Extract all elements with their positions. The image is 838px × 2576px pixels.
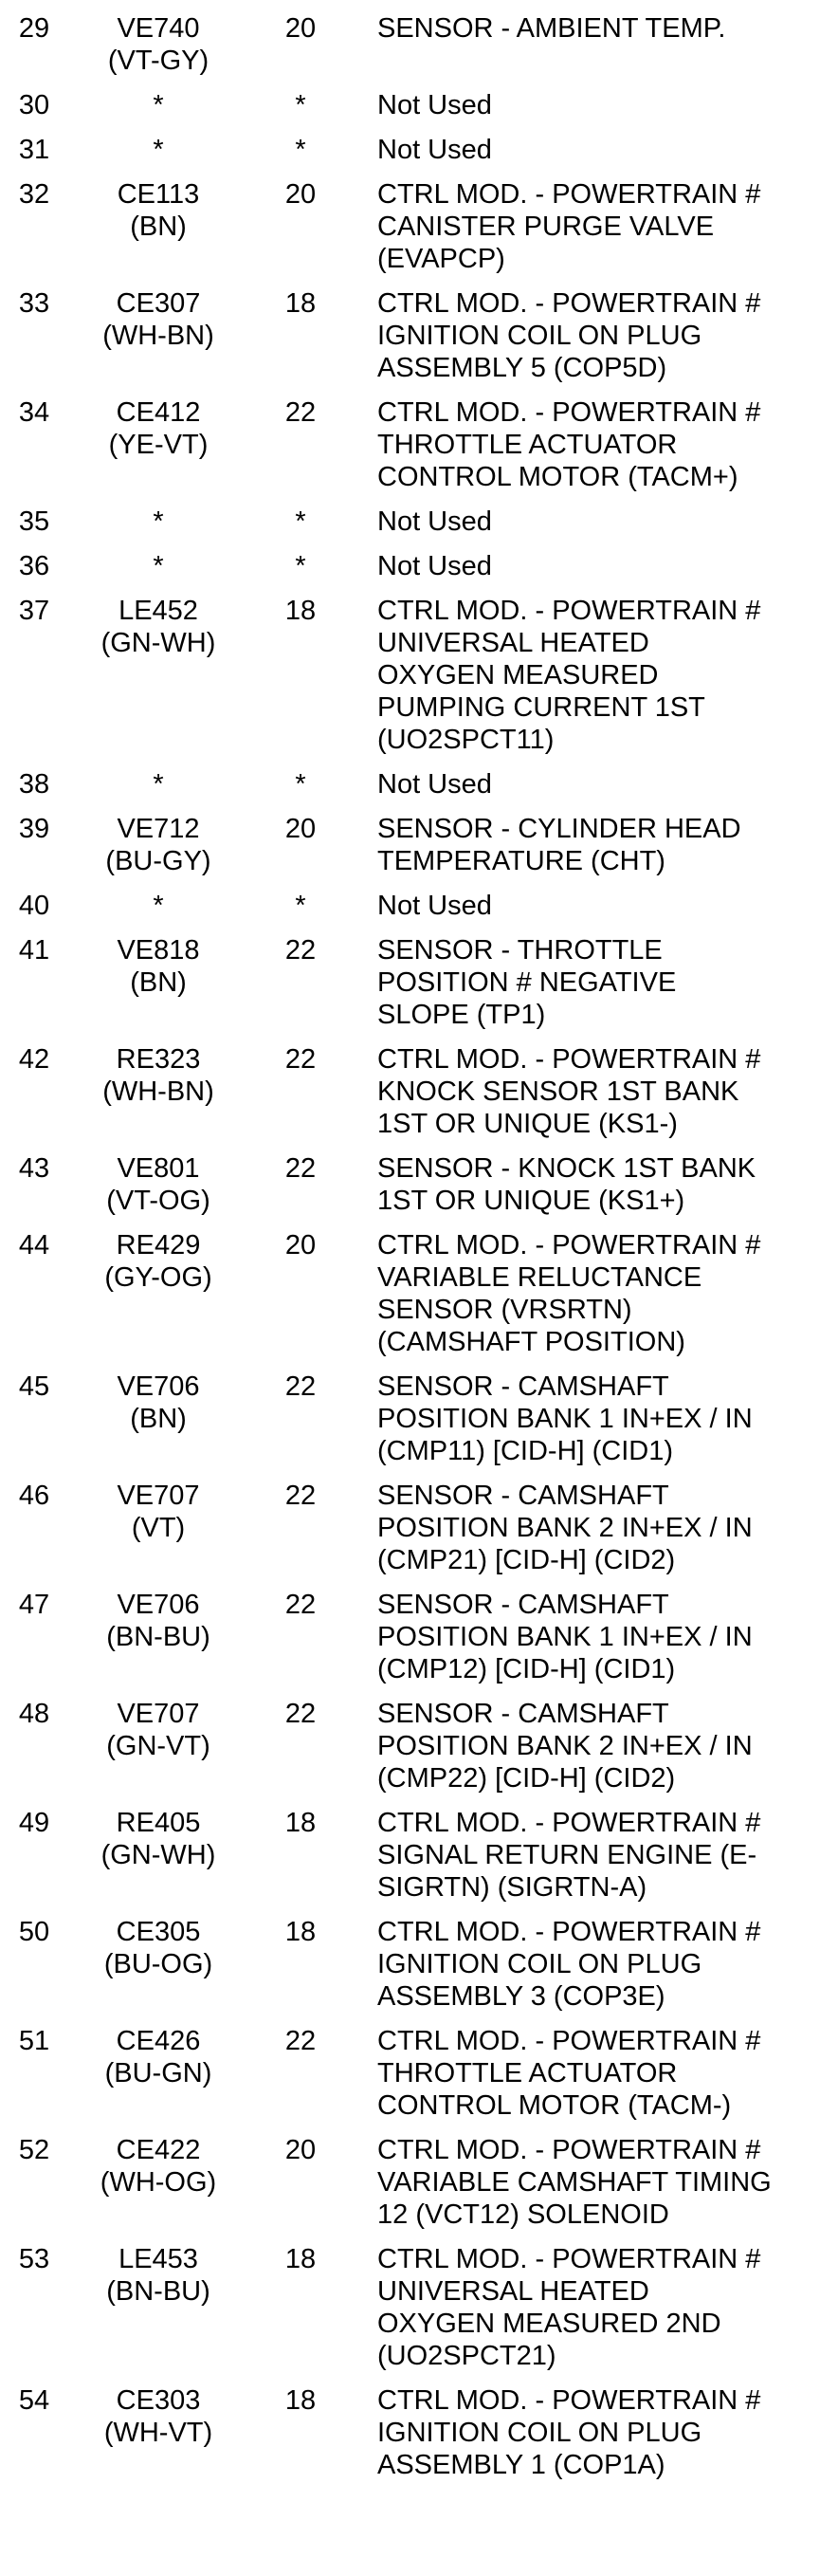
function-text-line: KNOCK SENSOR 1ST BANK (377, 1076, 739, 1107)
circuit-cell (68, 1480, 248, 1544)
wire-gauge: * (295, 506, 306, 537)
function-text-line: (CAMSHAFT POSITION) (377, 1327, 685, 1357)
circuit-function (353, 287, 838, 384)
circuit-function (353, 934, 838, 1031)
pin-number: 45 (18, 1371, 50, 1402)
function-text-line: IGNITION COIL ON PLUG (377, 2418, 702, 2448)
function-text-line: IGNITION COIL ON PLUG (377, 321, 702, 351)
circuit-cell (68, 396, 248, 461)
wire-gauge: 18 (284, 1808, 317, 1838)
wire-gauge: 18 (284, 1917, 317, 1947)
function-text-line: CTRL MOD. - POWERTRAIN # (377, 397, 761, 428)
pin-number: 42 (18, 1044, 50, 1075)
circuit-id: VE712 (117, 814, 200, 844)
circuit-id: * (153, 769, 164, 800)
pin-number: 40 (18, 891, 50, 921)
function-text-line: UNIVERSAL HEATED (377, 628, 649, 658)
function-text-line: PUMPING CURRENT 1ST (377, 692, 705, 723)
circuit-id: * (153, 891, 164, 921)
wire-gauge: 18 (284, 2244, 317, 2274)
function-text-line: CTRL MOD. - POWERTRAIN # (377, 179, 761, 210)
table-row (0, 550, 838, 595)
pin-number: 43 (18, 1153, 50, 1184)
circuit-cell (68, 1807, 248, 1871)
pin-number: 50 (18, 1917, 50, 1947)
circuit-function (353, 1807, 838, 1904)
pin-number: 33 (18, 288, 50, 319)
circuit-id: RE323 (116, 1044, 201, 1075)
circuit-function (353, 1371, 838, 1467)
wire-gauge: 22 (284, 1153, 317, 1184)
circuit-cell (68, 178, 248, 243)
table-row (0, 1229, 838, 1371)
function-text-line: IGNITION COIL ON PLUG (377, 1949, 702, 1979)
pin-number: 52 (18, 2135, 50, 2165)
pin-number: 44 (18, 1230, 50, 1260)
table-row (0, 1152, 838, 1229)
function-text-line: SENSOR (VRSRTN) (377, 1295, 632, 1325)
function-text-line: Not Used (377, 769, 492, 800)
wire-gauge: 22 (284, 1371, 317, 1402)
function-text-line: POSITION BANK 1 IN+EX / IN (377, 1404, 753, 1434)
circuit-id: * (153, 551, 164, 581)
circuit-id: * (153, 90, 164, 120)
table-row (0, 89, 838, 134)
function-text-line: (UO2SPCT11) (377, 725, 555, 755)
circuit-id: CE426 (116, 2026, 201, 2056)
circuit-function (353, 1589, 838, 1685)
circuit-cell (68, 287, 248, 352)
pin-number: 39 (18, 814, 50, 844)
table-row (0, 287, 838, 396)
pin-number: 30 (18, 90, 50, 120)
wire-gauge: 22 (284, 1481, 317, 1511)
circuit-cell (68, 1229, 248, 1294)
wire-gauge: * (295, 90, 306, 120)
wire-gauge: 22 (284, 1590, 317, 1620)
circuit-function (353, 89, 838, 121)
circuit-id: VE707 (117, 1699, 200, 1729)
circuit-function (353, 595, 838, 756)
circuit-id: VE706 (117, 1371, 200, 1402)
wire-gauge: 22 (284, 2026, 317, 2056)
wire-gauge: * (295, 135, 306, 165)
wire-gauge: 20 (284, 2135, 317, 2165)
circuit-id: LE452 (118, 596, 198, 626)
function-text-line: 1ST OR UNIQUE (KS1-) (377, 1109, 678, 1139)
circuit-function (353, 1229, 838, 1358)
function-text-line: (CMP11) [CID-H] (CID1) (377, 1436, 674, 1466)
function-text-line: 12 (VCT12) SOLENOID (377, 2199, 669, 2230)
wire-color: (BN-BU) (106, 2276, 210, 2307)
wire-color: (BN) (130, 212, 187, 242)
circuit-function (353, 550, 838, 582)
wire-gauge: * (295, 891, 306, 921)
table-row (0, 396, 838, 506)
circuit-id: CE303 (116, 2385, 201, 2416)
pin-number: 53 (18, 2244, 50, 2274)
wire-gauge: 20 (284, 814, 317, 844)
circuit-id: VE740 (117, 13, 200, 44)
function-text-line: SENSOR - CYLINDER HEAD (377, 814, 741, 844)
circuit-function (353, 1043, 838, 1140)
circuit-function (353, 2384, 838, 2481)
function-text-line: CTRL MOD. - POWERTRAIN # (377, 596, 761, 626)
function-text-line: 1ST OR UNIQUE (KS1+) (377, 1186, 685, 1216)
wire-color: (BN) (130, 967, 187, 998)
function-text-line: OXYGEN MEASURED 2ND (377, 2309, 721, 2339)
circuit-id: VE818 (117, 935, 200, 966)
table-row (0, 1698, 838, 1807)
wire-gauge: 18 (284, 2385, 317, 2416)
wire-color: (VT-OG) (106, 1186, 210, 1216)
pin-number: 34 (18, 397, 50, 428)
wire-color: (VT) (131, 1513, 186, 1543)
function-text-line: VARIABLE RELUCTANCE (377, 1262, 702, 1293)
wire-color: (BN) (130, 1404, 187, 1434)
circuit-function (353, 396, 838, 493)
function-text-line: SENSOR - AMBIENT TEMP. (377, 13, 726, 44)
function-text-line: ASSEMBLY 5 (COP5D) (377, 353, 667, 383)
pin-number: 35 (18, 506, 50, 537)
table-row (0, 595, 838, 768)
circuit-function (353, 134, 838, 166)
circuit-function (353, 1916, 838, 2013)
function-text-line: SLOPE (TP1) (377, 1000, 546, 1030)
wire-gauge: 22 (284, 1699, 317, 1729)
wire-gauge: 22 (284, 397, 317, 428)
circuit-cell (68, 1916, 248, 1980)
circuit-function (353, 2025, 838, 2122)
wire-color: (VT-GY) (107, 46, 210, 76)
function-text-line: CANISTER PURGE VALVE (377, 212, 715, 242)
wire-color: (WH-OG) (100, 2167, 217, 2198)
wire-gauge: 18 (284, 596, 317, 626)
table-row (0, 934, 838, 1043)
wire-color: (GN-WH) (100, 628, 216, 658)
circuit-function (353, 2243, 838, 2372)
table-row (0, 1043, 838, 1152)
function-text-line: SIGNAL RETURN ENGINE (E- (377, 1840, 757, 1870)
circuit-id: VE801 (117, 1153, 200, 1184)
wire-color: (BU-GN) (104, 2058, 212, 2088)
function-text-line: SENSOR - KNOCK 1ST BANK (377, 1153, 756, 1184)
circuit-cell (68, 12, 248, 77)
circuit-id: CE113 (117, 179, 200, 210)
circuit-id: * (153, 135, 164, 165)
circuit-cell (68, 934, 248, 999)
function-text-line: THROTTLE ACTUATOR (377, 2058, 678, 2088)
table-row (0, 1916, 838, 2025)
circuit-function (353, 2134, 838, 2231)
wire-color: (GY-OG) (104, 1262, 212, 1293)
function-text-line: SENSOR - CAMSHAFT (377, 1371, 669, 1402)
pin-number: 47 (18, 1590, 50, 1620)
function-text-line: Not Used (377, 891, 492, 921)
wire-color: (WH-BN) (102, 321, 214, 351)
circuit-id: CE305 (116, 1917, 201, 1947)
circuit-function (353, 506, 838, 538)
wire-gauge: 22 (284, 935, 317, 966)
pin-number: 54 (18, 2385, 50, 2416)
function-text-line: CONTROL MOTOR (TACM+) (377, 462, 738, 492)
pin-number: 32 (18, 179, 50, 210)
table-row (0, 134, 838, 178)
circuit-cell (68, 595, 248, 659)
table-row (0, 12, 838, 89)
pin-number: 49 (18, 1808, 50, 1838)
function-text-line: POSITION BANK 2 IN+EX / IN (377, 1731, 753, 1761)
table-row (0, 1807, 838, 1916)
circuit-cell (68, 1589, 248, 1653)
circuit-id: RE405 (116, 1808, 201, 1838)
function-text-line: SENSOR - CAMSHAFT (377, 1481, 669, 1511)
table-row (0, 2384, 838, 2493)
table-row (0, 813, 838, 890)
wire-color: (WH-BN) (102, 1076, 214, 1107)
function-text-line: VARIABLE CAMSHAFT TIMING (377, 2167, 772, 2198)
function-text-line: (UO2SPCT21) (377, 2341, 556, 2371)
circuit-function (353, 12, 838, 45)
table-row (0, 1480, 838, 1589)
pin-number: 36 (18, 551, 50, 581)
circuit-cell (68, 89, 248, 121)
pin-number: 46 (18, 1481, 50, 1511)
circuit-id: CE422 (116, 2135, 201, 2165)
circuit-cell (68, 2243, 248, 2308)
circuit-cell (68, 2384, 248, 2449)
wire-gauge: 20 (284, 13, 317, 44)
table-row (0, 890, 838, 934)
function-text-line: CTRL MOD. - POWERTRAIN # (377, 1044, 761, 1075)
circuit-cell (68, 813, 248, 877)
function-text-line: CTRL MOD. - POWERTRAIN # (377, 2135, 761, 2165)
table-row (0, 1371, 838, 1480)
wire-color: (BN-BU) (106, 1622, 210, 1652)
function-text-line: CTRL MOD. - POWERTRAIN # (377, 1808, 761, 1838)
function-text-line: SIGRTN) (SIGRTN-A) (377, 1872, 647, 1903)
circuit-id: CE412 (116, 397, 201, 428)
function-text-line: (CMP21) [CID-H] (CID2) (377, 1545, 676, 1575)
function-text-line: POSITION BANK 2 IN+EX / IN (377, 1513, 753, 1543)
function-text-line: CTRL MOD. - POWERTRAIN # (377, 2244, 761, 2274)
pin-number: 29 (18, 13, 50, 44)
circuit-cell (68, 1152, 248, 1217)
circuit-function (353, 178, 838, 275)
table-row (0, 2025, 838, 2134)
function-text-line: POSITION # NEGATIVE (377, 967, 677, 998)
function-text-line: ASSEMBLY 1 (COP1A) (377, 2450, 665, 2480)
function-text-line: CTRL MOD. - POWERTRAIN # (377, 1230, 761, 1260)
circuit-cell (68, 890, 248, 922)
function-text-line: SENSOR - THROTTLE (377, 935, 663, 966)
function-text-line: THROTTLE ACTUATOR (377, 430, 678, 460)
circuit-id: VE706 (117, 1590, 200, 1620)
circuit-id: CE307 (116, 288, 201, 319)
wire-color: (BU-GY) (105, 846, 211, 876)
function-text-line: SENSOR - CAMSHAFT (377, 1699, 669, 1729)
function-text-line: Not Used (377, 551, 492, 581)
pin-number: 51 (18, 2026, 50, 2056)
function-text-line: TEMPERATURE (CHT) (377, 846, 665, 876)
circuit-cell (68, 550, 248, 582)
function-text-line: Not Used (377, 90, 492, 120)
wire-gauge: 22 (284, 1044, 317, 1075)
function-text-line: Not Used (377, 506, 492, 537)
function-text-line: UNIVERSAL HEATED (377, 2276, 649, 2307)
function-text-line: OXYGEN MEASURED (377, 660, 659, 690)
table-row (0, 768, 838, 813)
wire-gauge: 20 (284, 179, 317, 210)
circuit-cell (68, 1043, 248, 1108)
wire-color: (GN-VT) (106, 1731, 210, 1761)
function-text-line: CTRL MOD. - POWERTRAIN # (377, 2026, 761, 2056)
circuit-function (353, 768, 838, 800)
function-text-line: CONTROL MOTOR (TACM-) (377, 2090, 732, 2121)
table-row (0, 506, 838, 550)
wire-gauge: 18 (284, 288, 317, 319)
pin-number: 31 (18, 135, 50, 165)
wire-color: (GN-WH) (100, 1840, 216, 1870)
function-text-line: ASSEMBLY 3 (COP3E) (377, 1981, 665, 2012)
table-row (0, 1589, 838, 1698)
circuit-cell (68, 768, 248, 800)
wire-color: (BU-OG) (103, 1949, 213, 1979)
circuit-cell (68, 506, 248, 538)
pin-number: 38 (18, 769, 50, 800)
function-text-line: CTRL MOD. - POWERTRAIN # (377, 288, 761, 319)
pin-number: 41 (18, 935, 50, 966)
circuit-function (353, 1698, 838, 1794)
circuit-cell (68, 2025, 248, 2089)
pin-number: 37 (18, 596, 50, 626)
circuit-function (353, 1152, 838, 1217)
circuit-function (353, 890, 838, 922)
function-text-line: SENSOR - CAMSHAFT (377, 1590, 669, 1620)
function-text-line: Not Used (377, 135, 492, 165)
wire-gauge: * (295, 769, 306, 800)
function-text-line: CTRL MOD. - POWERTRAIN # (377, 1917, 761, 1947)
circuit-cell (68, 2134, 248, 2199)
wire-gauge: 20 (284, 1230, 317, 1260)
wire-color: (WH-VT) (103, 2418, 213, 2448)
function-text-line: (EVAPCP) (377, 244, 505, 274)
wire-color: (YE-VT) (108, 430, 209, 460)
table-row (0, 2134, 838, 2243)
circuit-id: LE453 (118, 2244, 198, 2274)
table-row (0, 178, 838, 287)
circuit-function (353, 1480, 838, 1576)
circuit-cell (68, 1371, 248, 1435)
circuit-id: VE707 (117, 1481, 200, 1511)
circuit-function (353, 813, 838, 877)
circuit-id: RE429 (116, 1230, 201, 1260)
circuit-id: * (153, 506, 164, 537)
circuit-cell (68, 1698, 248, 1762)
function-text-line: POSITION BANK 1 IN+EX / IN (377, 1622, 753, 1652)
function-text-line: CTRL MOD. - POWERTRAIN # (377, 2385, 761, 2416)
table-row (0, 2243, 838, 2384)
pin-number: 48 (18, 1699, 50, 1729)
wire-gauge: * (295, 551, 306, 581)
function-text-line: (CMP22) [CID-H] (CID2) (377, 1763, 676, 1794)
function-text-line: (CMP12) [CID-H] (CID1) (377, 1654, 676, 1684)
circuit-cell (68, 134, 248, 166)
